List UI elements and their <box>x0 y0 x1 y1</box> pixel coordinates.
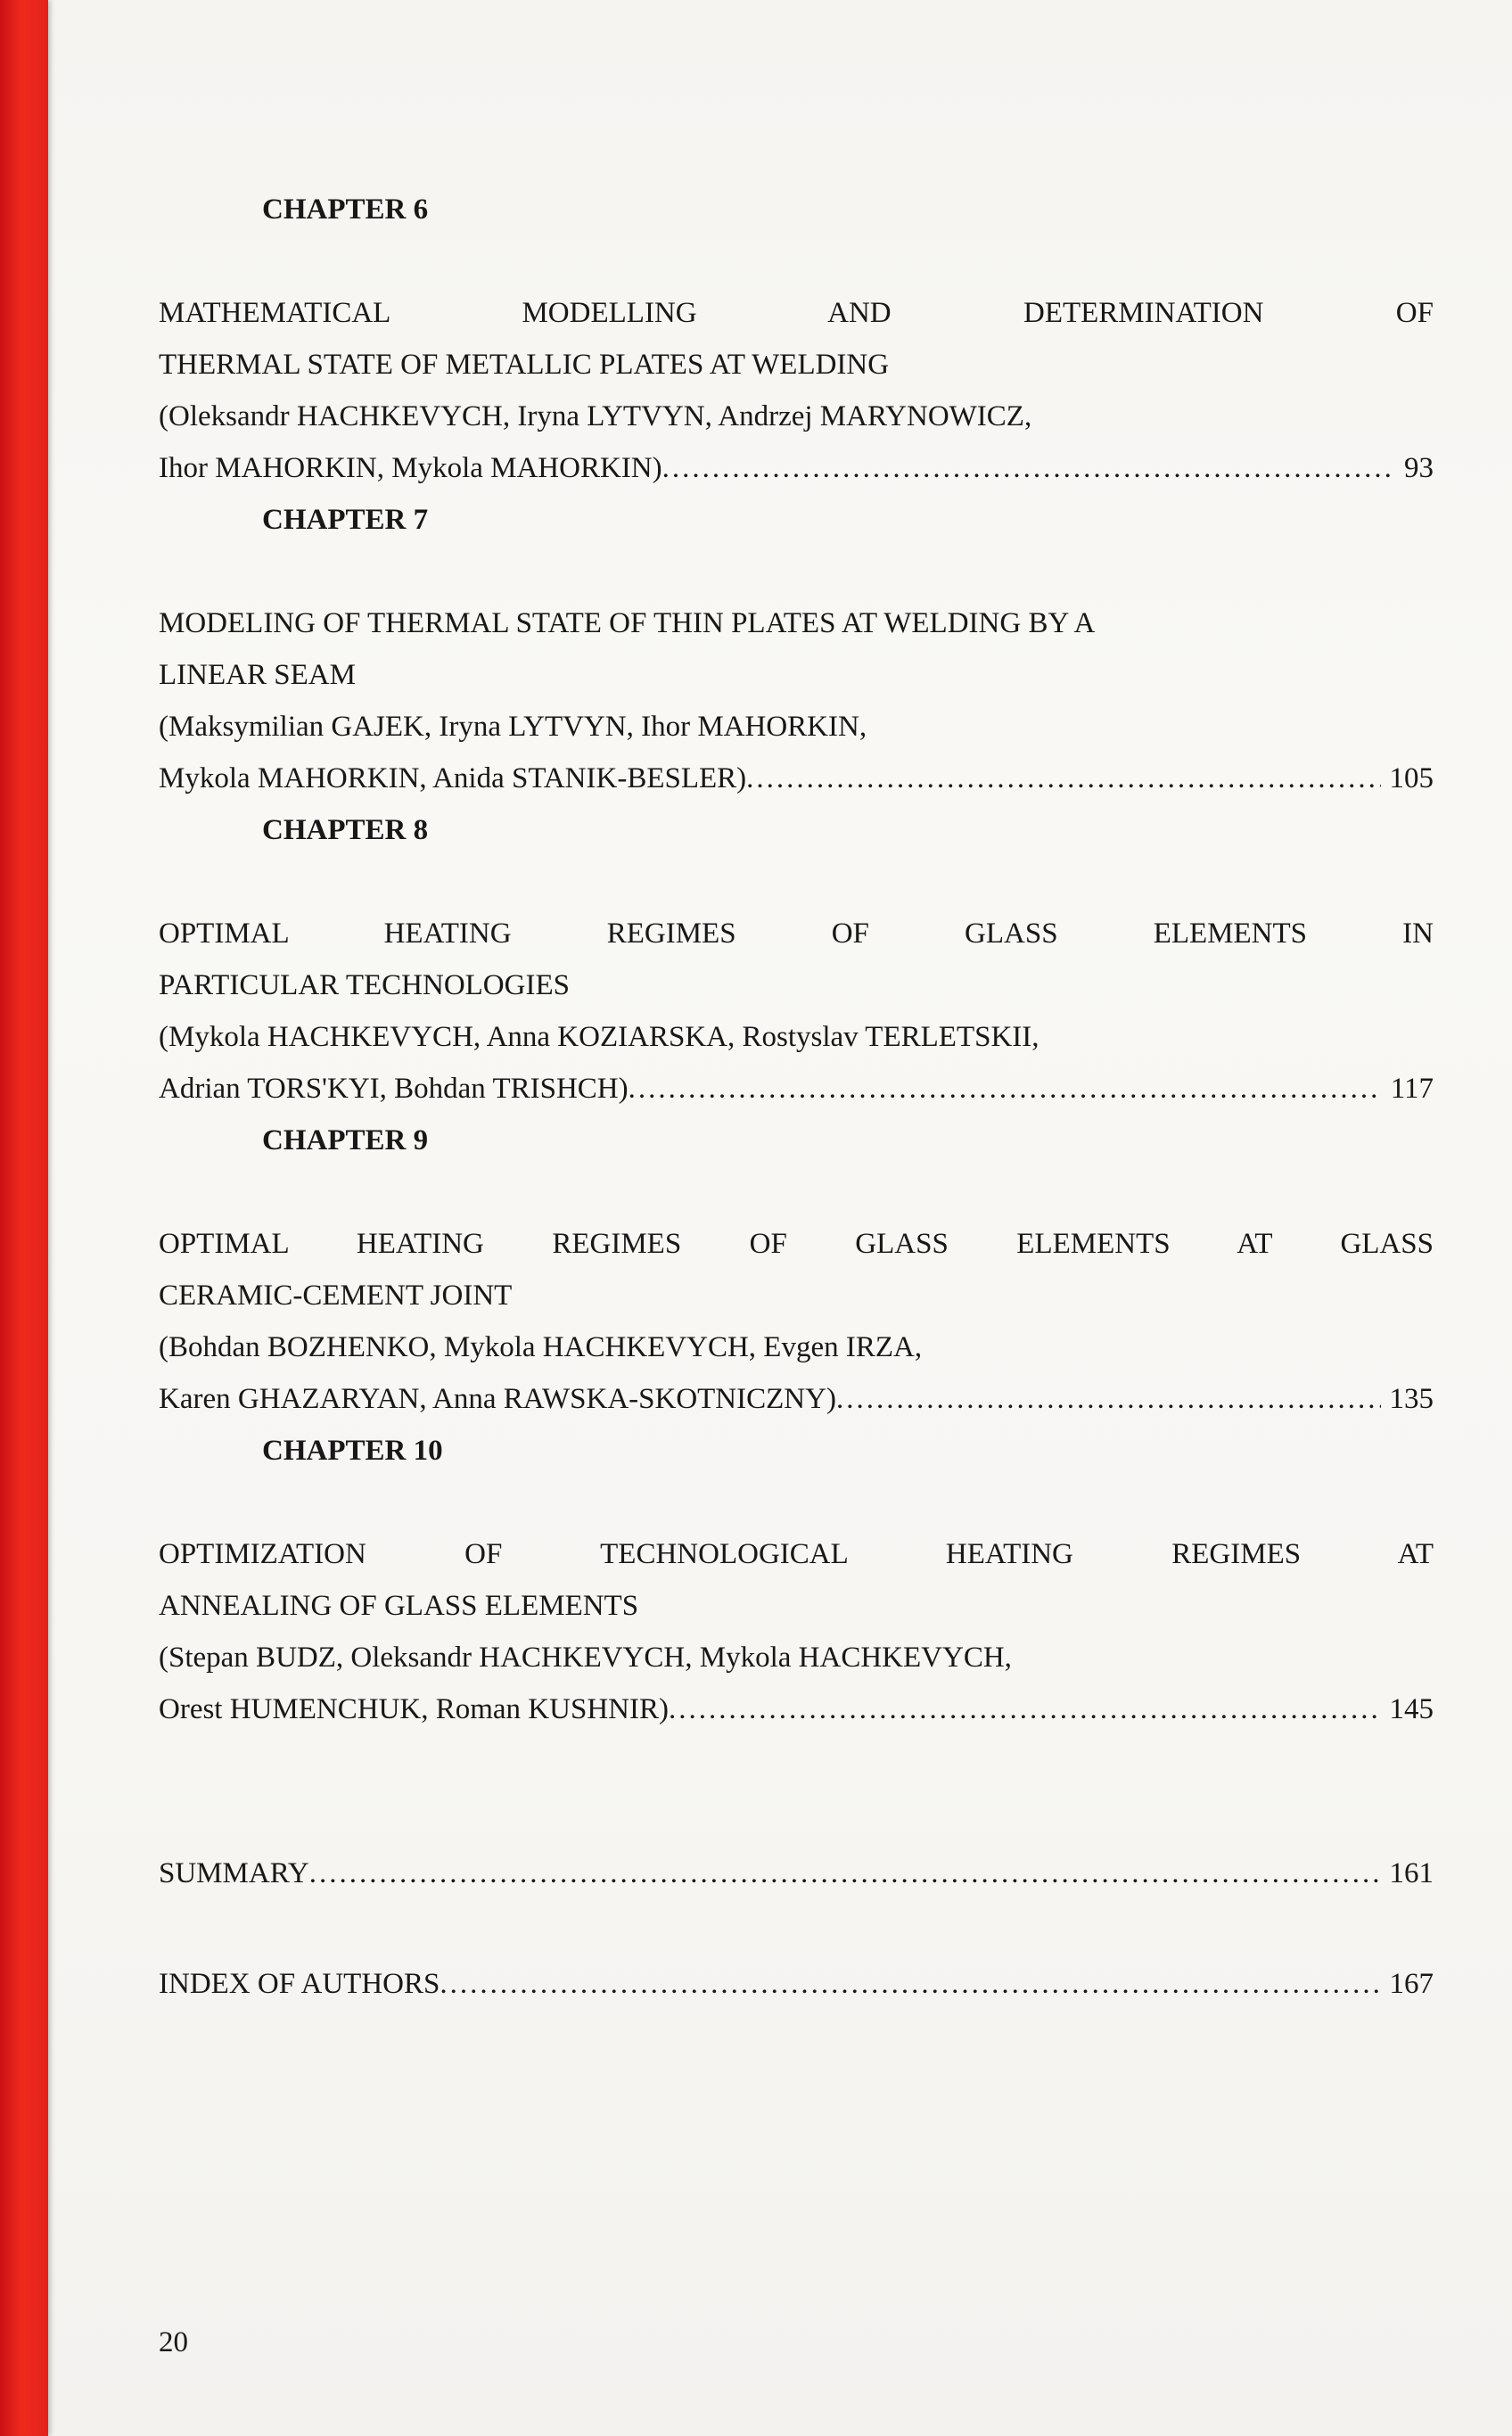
chapter-authors-line: Mykola MAHORKIN, Anida STANIK-BESLER) <box>159 762 747 794</box>
chapter-authors-page-line <box>159 1063 1434 1115</box>
dot-leader <box>746 753 1380 804</box>
chapter-authors-line: Orest HUMENCHUK, Roman KUSHNIR) <box>159 1693 669 1725</box>
footer-page-number: 20 <box>159 2326 188 2358</box>
chapter-authors-page-line <box>159 442 1434 494</box>
chapter-title-line: MATHEMATICAL MODELLING AND DETERMINATION OF <box>159 297 1434 329</box>
toc-entry-chapter-8 <box>159 908 1434 1115</box>
dot-leader <box>662 442 1395 494</box>
chapter-title-line: CERAMIC-CEMENT JOINT <box>159 1280 513 1312</box>
dot-leader <box>629 1063 1382 1115</box>
index-of-authors-line <box>159 1958 1434 2010</box>
toc-entry-chapter-9 <box>159 1218 1434 1425</box>
page-ref: 93 <box>1404 452 1434 484</box>
chapter-title-line: OPTIMAL HEATING REGIMES OF GLASS ELEMENTS AT GLASS <box>159 1228 1434 1260</box>
page-ref: 145 <box>1389 1693 1434 1725</box>
page-ref: 105 <box>1389 762 1434 794</box>
toc-entry-chapter-7 <box>159 597 1434 804</box>
page-ref: 135 <box>1389 1383 1434 1415</box>
chapter-authors-line: Adrian TORS'KYI, Bohdan TRISHCH) <box>159 1073 629 1105</box>
chapter-10-heading: CHAPTER 10 <box>262 1435 443 1467</box>
chapter-title-line: OPTIMIZATION OF TECHNOLOGICAL HEATING REGIMES AT <box>159 1538 1434 1570</box>
chapter-8-heading: CHAPTER 8 <box>262 814 429 846</box>
chapter-title-line: ANNEALING OF GLASS ELEMENTS <box>159 1590 639 1622</box>
dot-leader <box>440 1958 1380 2010</box>
chapter-authors-page-line <box>159 1373 1434 1425</box>
chapter-authors-line: (Oleksandr HACHKEVYCH, Iryna LYTVYN, Andrzej MARYNOWICZ, <box>159 400 1032 432</box>
toc-entry-chapter-10 <box>159 1528 1434 1735</box>
summary-line <box>159 1848 1434 1899</box>
index-of-authors-label: INDEX OF AUTHORS <box>159 1968 440 2000</box>
toc-entry-chapter-6 <box>159 287 1434 494</box>
dot-leader <box>309 1848 1381 1899</box>
dot-leader <box>836 1373 1381 1425</box>
dot-leader <box>669 1683 1381 1735</box>
chapter-authors-line: (Mykola HACHKEVYCH, Anna KOZIARSKA, Rostyslav TERLETSKII, <box>159 1021 1040 1053</box>
page-ref: 167 <box>1389 1968 1434 2000</box>
chapter-authors-line: Karen GHAZARYAN, Anna RAWSKA-SKOTNICZNY) <box>159 1383 836 1415</box>
chapter-7-heading: CHAPTER 7 <box>262 504 429 536</box>
chapter-authors-line: Ihor MAHORKIN, Mykola MAHORKIN) <box>159 452 662 484</box>
chapter-authors-page-line <box>159 1683 1434 1735</box>
chapter-authors-line: (Stepan BUDZ, Oleksandr HACHKEVYCH, Mykola HACHKEVYCH, <box>159 1642 1012 1674</box>
page-ref: 161 <box>1389 1857 1434 1889</box>
book-spine-stripe <box>0 0 48 2436</box>
chapter-title-line: LINEAR SEAM <box>159 659 356 691</box>
chapter-authors-page-line <box>159 753 1434 804</box>
chapter-title-line: MODELING OF THERMAL STATE OF THIN PLATES AT WELDING BY A <box>159 607 1096 639</box>
chapter-9-heading: CHAPTER 9 <box>262 1124 429 1156</box>
chapter-title-line: PARTICULAR TECHNOLOGIES <box>159 969 570 1001</box>
chapter-title-line: OPTIMAL HEATING REGIMES OF GLASS ELEMENTS IN <box>159 918 1434 950</box>
page-ref: 117 <box>1390 1073 1434 1105</box>
toc-page-body <box>159 0 1434 2010</box>
chapter-authors-line: (Maksymilian GAJEK, Iryna LYTVYN, Ihor MAHORKIN, <box>159 711 867 743</box>
chapter-6-heading: CHAPTER 6 <box>262 193 429 226</box>
chapter-authors-line: (Bohdan BOZHENKO, Mykola HACHKEVYCH, Evgen IRZA, <box>159 1331 923 1363</box>
summary-label: SUMMARY <box>159 1857 309 1889</box>
chapter-title-line: THERMAL STATE OF METALLIC PLATES AT WELDING <box>159 349 890 381</box>
